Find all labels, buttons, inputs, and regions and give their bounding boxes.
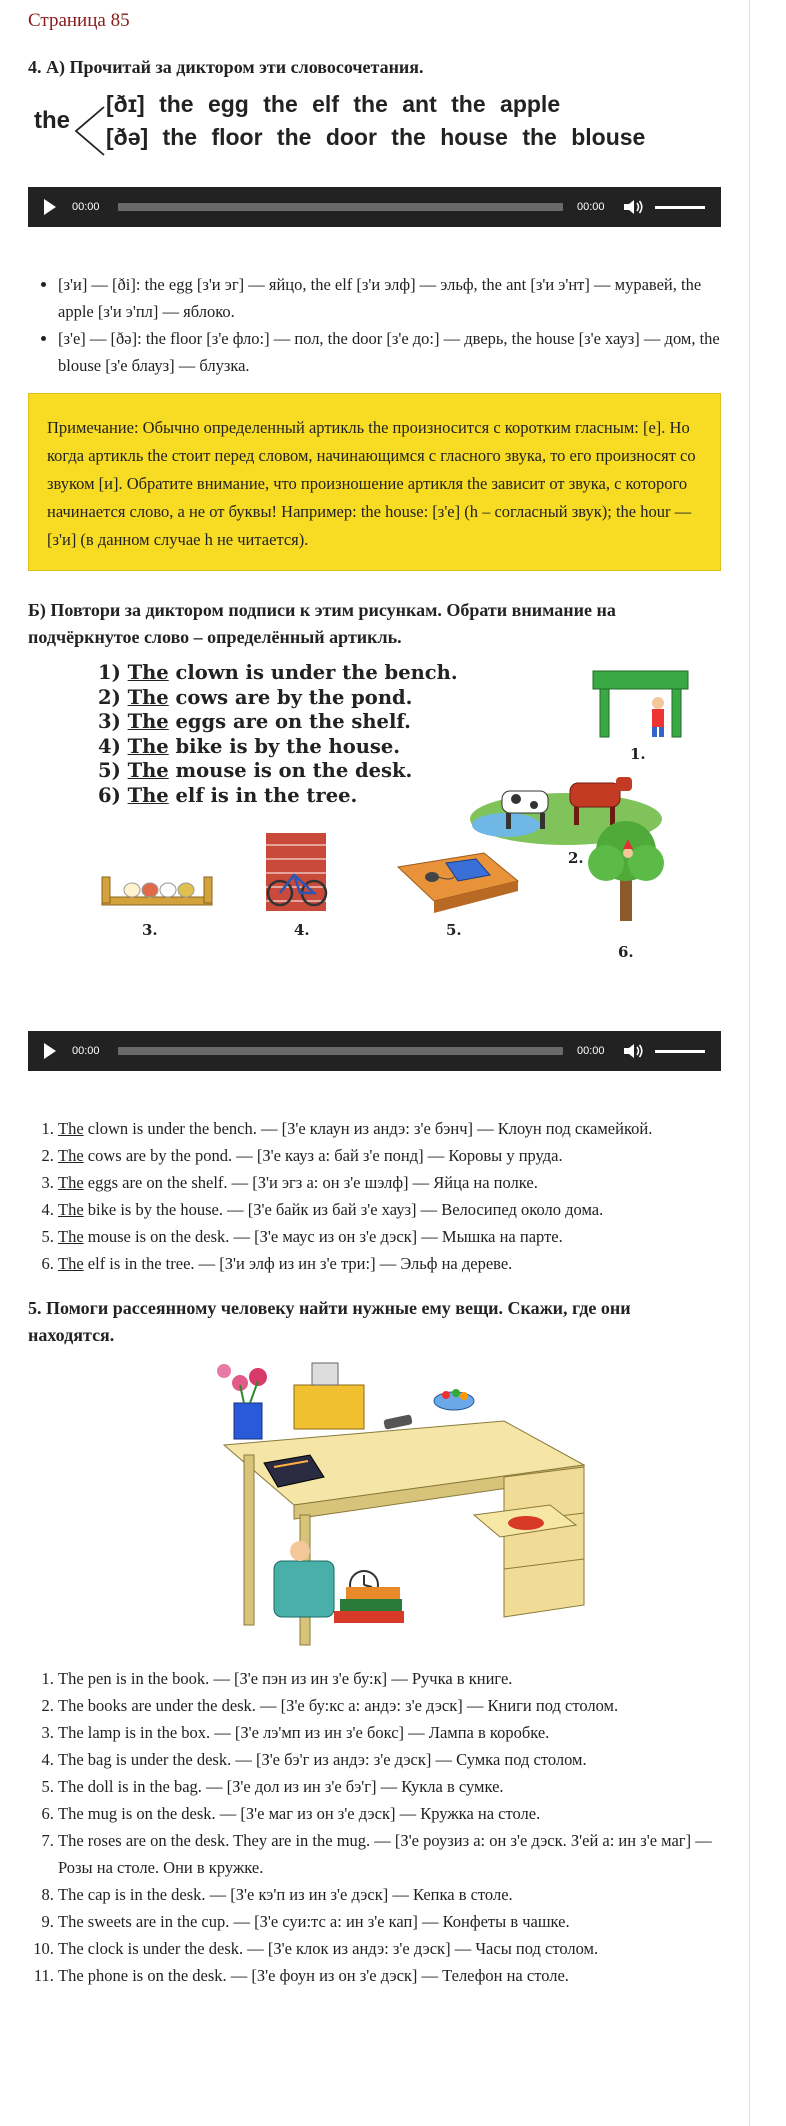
list-item: 2. The cows are by the pond. — [З'е кауз а: бай з'е понд] — Коровы у пруда. xyxy=(58,1142,721,1169)
play-icon[interactable] xyxy=(44,1043,56,1059)
audio-player-2 xyxy=(28,1031,721,1071)
play-icon[interactable] xyxy=(44,199,56,215)
mouse-desk-image xyxy=(394,847,522,917)
list-item: 5. The doll is in the bag. — [З'е дол из ин з'е бэ'г] — Кукла в сумке. xyxy=(58,1773,721,1800)
picture-label: 3. xyxy=(142,921,158,939)
list-item: • [з'и] — [ði]: the egg [з'и эг] — яйцо, the elf [з'и элф] — эльф, the ant [з'и э'нт] — муравей, the apple [з'и э'пл] — яблоко. xyxy=(58,271,721,325)
taskB-translations xyxy=(28,1115,721,1277)
volume-icon[interactable] xyxy=(623,199,645,215)
pronunciation-bullets xyxy=(28,271,721,379)
bench-clown-image xyxy=(588,663,698,743)
list-item: 3. The eggs are on the shelf. — [З'и эгз а: он з'е шэлф] — Яйца на полке. xyxy=(58,1169,721,1196)
audio-current-time: 00:00 xyxy=(72,201,100,213)
note-box: Примечание: Обычно определенный артикль the произносится с коротким гласным: [е]. Но когда артикль the стоит перед словом, начинающимся с гласного звука, то его произносят со звуком [и]. Обратите внимание, что произношение артикля the зависит от звука, с которого начинается слово, а не от буквы! Например: the house: [з'е] (h – согласный звук); the hour — [з'и] (в данном случае h не читается). xyxy=(28,393,721,571)
list-item: 1. The pen is in the book. — [З'е пэн из ин з'е бу:к] — Ручка в книге. xyxy=(58,1665,721,1692)
list-item: 7. The roses are on the desk. They are in the mug. — [З'е роузиз а: он з'е дэск. З'ей а: ин з'е маг] — Розы на столе. Они в кружке. xyxy=(58,1827,721,1881)
task4-heading: 4. А) Прочитай за диктором эти словосочетания. xyxy=(28,57,424,77)
bracket-icon xyxy=(74,97,106,163)
picture-label: 1. xyxy=(630,745,646,763)
list-item: 2. The books are under the desk. — [З'е бу:кс а: андэ: з'е дэск] — Книги под столом. xyxy=(58,1692,721,1719)
page-title: Страница 85 xyxy=(28,10,130,31)
list-item: 6. The mug is on the desk. — [З'е маг из он з'е дэск] — Кружка на столе. xyxy=(58,1800,721,1827)
picture-label: 2. xyxy=(568,849,584,867)
audio-progress-bar[interactable] xyxy=(118,1047,563,1055)
taskB-heading: Б) Повтори за диктором подписи к этим рисункам. Обрати внимание на подчёркнутое слово – определённый артикль. xyxy=(28,600,616,647)
list-item: 1. The clown is under the bench. — [З'е клаун из андэ: з'е бэнч] — Клоун под скамейкой. xyxy=(58,1115,721,1142)
bike-house-image xyxy=(262,831,332,913)
list-item: 5. The mouse is on the desk. — [З'е маус из он з'е дэск] — Мышка на парте. xyxy=(58,1223,721,1250)
list-item: • [з'е] — [ðə]: the floor [з'е фло:] — пол, the door [з'е до:] — дверь, the house [з'е хауз] — дом, the blouse [з'е блауз] — блузка. xyxy=(58,325,721,379)
desk-items-image xyxy=(204,1355,604,1655)
audio-progress-bar[interactable] xyxy=(118,203,563,211)
picture-label: 4. xyxy=(294,921,310,939)
picture-label: 5. xyxy=(446,921,462,939)
audio-duration: 00:00 xyxy=(577,201,605,213)
audio-current-time: 00:00 xyxy=(72,1045,100,1057)
the-row-di: [ðɪ] the egg the elf the ant the apple xyxy=(106,91,561,117)
audio-duration: 00:00 xyxy=(577,1045,605,1057)
picture-sentence: 1) The clown is under the bench. xyxy=(98,661,458,684)
list-item: 9. The sweets are in the cup. — [З'е суи:тс а: ин з'е кап] — Конфеты в чашке. xyxy=(58,1908,721,1935)
picture-sentence: 5) The mouse is on the desk. xyxy=(98,759,413,782)
volume-icon[interactable] xyxy=(623,1043,645,1059)
picture-sentence: 6) The elf is in the tree. xyxy=(98,783,358,807)
the-row-de: [ðə] the floor the door the house the blouse xyxy=(106,124,646,150)
picture-sentence: 3) The eggs are on the shelf. xyxy=(98,710,411,733)
desk-illustration xyxy=(28,1355,721,1659)
list-item: 10. The clock is under the desk. — [З'е клок из андэ: з'е дэск] — Часы под столом. xyxy=(58,1935,721,1962)
volume-slider[interactable] xyxy=(655,206,705,209)
list-item: 6. The elf is in the tree. — [З'и элф из ин з'е три:] — Эльф на дереве. xyxy=(58,1250,721,1277)
list-item: 4. The bag is under the desk. — [З'е бэ'г из андэ: з'е дэск] — Сумка под столом. xyxy=(58,1746,721,1773)
list-item: 4. The bike is by the house. — [З'е байк из бай з'е хауз] — Велосипед около дома. xyxy=(58,1196,721,1223)
list-item: 8. The cap is in the desk. — [З'е кэ'п из ин з'е дэск] — Кепка в столе. xyxy=(58,1881,721,1908)
task5-answers xyxy=(28,1665,721,1989)
picture-sentences xyxy=(98,661,458,808)
task5-heading: 5. Помоги рассеянному человеку найти нужные ему вещи. Скажи, где они находятся. xyxy=(28,1298,631,1345)
audio-player-1 xyxy=(28,187,721,227)
picture-captions-illustration xyxy=(28,661,721,961)
eggs-shelf-image xyxy=(100,871,214,911)
picture-label: 6. xyxy=(618,943,634,961)
picture-sentence: 2) The cows are by the pond. xyxy=(98,685,413,709)
picture-sentence: 4) The bike is by the house. xyxy=(98,734,401,758)
the-pronunciation-figure xyxy=(28,91,721,169)
elf-tree-image xyxy=(584,817,670,923)
list-item: 11. The phone is on the desk. — [З'е фоун из он з'е дэск] — Телефон на столе. xyxy=(58,1962,721,1989)
the-word: the xyxy=(34,107,70,134)
list-item: 3. The lamp is in the box. — [З'е лэ'мп из ин з'е бокс] — Лампа в коробке. xyxy=(58,1719,721,1746)
volume-slider[interactable] xyxy=(655,1050,705,1053)
